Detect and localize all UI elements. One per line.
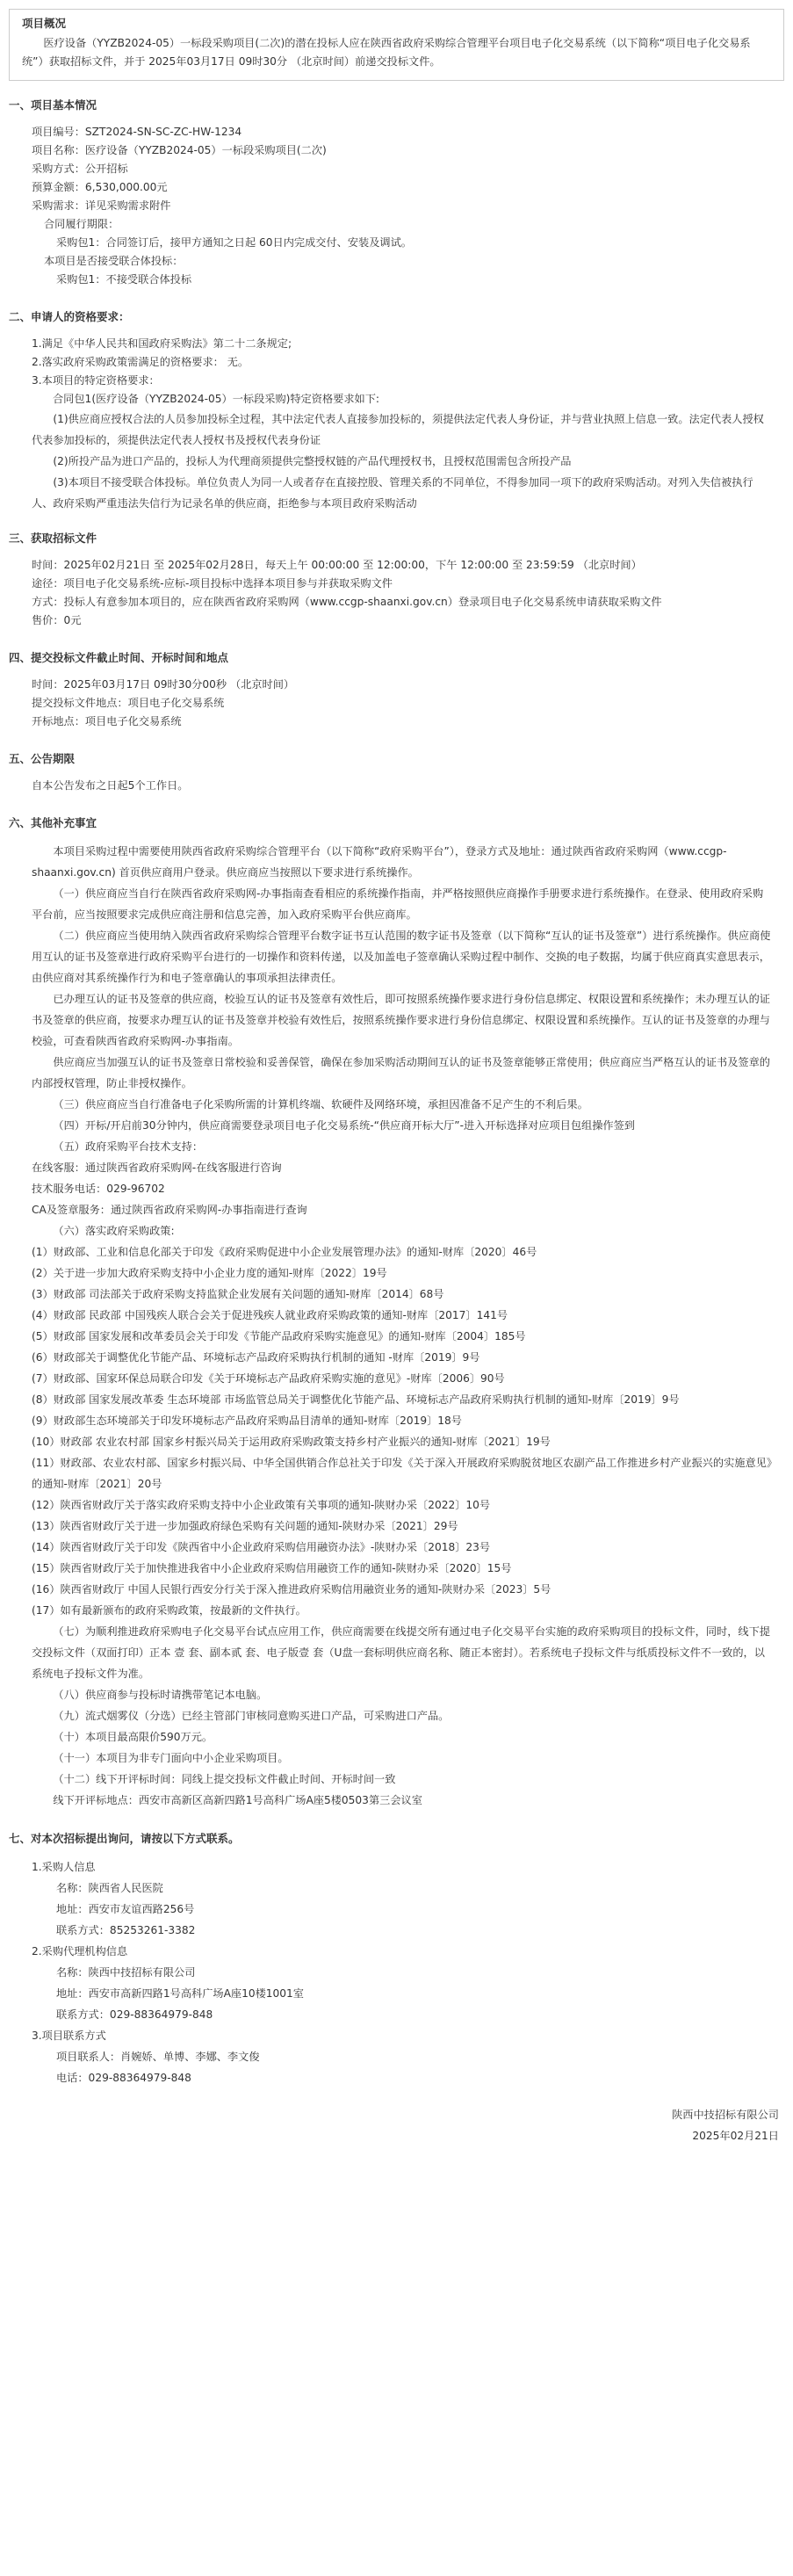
project-number: 项目编号：SZT2024-SN-SC-ZC-HW-1234 (32, 126, 242, 138)
section-1-content (32, 123, 772, 289)
procurement-requirements: 采购需求：详见采购需求附件 (32, 199, 171, 212)
policy-item: (16）陕西省财政厅 中国人民银行西安分行关于深入推进政府采购信用融资业务的通知-陕财办采〔2023〕5号 (32, 1583, 551, 1596)
policy-item: (10）财政部 农业农村部 国家乡村振兴局关于运用政府采购政策支持乡村产业振兴的通知-财库〔2021〕19号 (32, 1436, 551, 1448)
qualification-line: 2.落实政府采购政策需满足的资格要求： 无。 (32, 356, 249, 368)
section-6-content (32, 841, 772, 1811)
qualification-line: 3.本项目的特定资格要求： (32, 374, 160, 387)
project-name: 项目名称：医疗设备（YYZB2024-05）一标段采购项目(二次) (32, 144, 327, 156)
contract-period-line: 采购包1：合同签订后，接甲方通知之日起 60日内完成交付、安装及调试。 (56, 236, 412, 249)
signature-company: 陕西中技招标有限公司 (672, 2109, 779, 2121)
consortium-label: 本项目是否接受联合体投标： (44, 255, 184, 267)
section-5-title: 五、公告期限 (9, 752, 76, 765)
purchaser-name: 名称：陕西省人民医院 (56, 1882, 163, 1894)
submission-location: 提交投标文件地点：项目电子化交易系统 (32, 697, 225, 709)
purchaser-contact: 联系方式：85253261-3382 (56, 1924, 196, 1936)
section-1-title: 一、项目基本情况 (9, 98, 97, 112)
agency-contact: 联系方式：029-88364979-848 (56, 2008, 213, 2021)
policy-item: (12）陕西省财政厅关于落实政府采购支持中小企业政策有关事项的通知-陕财办采〔2022〕10号 (32, 1499, 491, 1511)
section-7-title: 七、对本次招标提出询问，请按以下方式联系。 (9, 1832, 240, 1845)
section-4-content (32, 676, 772, 731)
supplementary-intro: 本项目采购过程中需要使用陕西省政府采购综合管理平台（以下简称“政府采购平台”），登录方式及地址：通过陕西省政府采购网（www.ccgp-shaanxi.gov.cn) 首页供应商用户登录。供应商应当按照以下要求进行系统操作。 (32, 845, 727, 879)
policy-item: (2）关于进一步加大政府采购支持中小企业力度的通知-财库〔2022〕19号 (32, 1267, 387, 1279)
supplementary-item: （二）供应商应当使用纳入陕西省政府采购综合管理平台数字证书互认范围的数字证书及签章（以下简称“互认的证书及签章”）进行系统操作。供应商使用互认的证书及签章进行政府采购平台进行的一切操作和资料传递，以及加盖电子签章确认采购过程中制作、交换的电子数据，均属于供应商真实意思表示，由供应商对其系统操作行为和电子签章确认的事项承担法律责任。 (32, 930, 771, 984)
acquisition-method: 方式：投标人有意参加本项目的，应在陕西省政府采购网（www.ccgp-shaanxi.gov.cn）登录项目电子化交易系统申请获取采购文件 (32, 596, 662, 608)
policy-item: (7）财政部、国家环保总局联合印发《关于环境标志产品政府采购实施的意见》-财库〔2006〕90号 (32, 1372, 505, 1385)
overview-title: 项目概况 (22, 17, 67, 30)
section-6-title: 六、其他补充事宜 (9, 816, 97, 829)
section-4-title: 四、提交投标文件截止时间、开标时间和地点 (9, 651, 229, 664)
announcement-page (0, 9, 793, 2150)
policy-item: (8）财政部 国家发展改革委 生态环境部 市场监管总局关于调整优化节能产品、环境标志产品政府采购执行机制的通知-财库〔2019〕9号 (32, 1393, 680, 1406)
policy-item: (3）财政部 司法部关于政府采购支持监狱企业发展有关问题的通知-财库〔2014〕68号 (32, 1288, 444, 1300)
qualification-item: (2)所投产品为进口产品的，投标人为代理商须提供完整授权链的产品代理授权书，且授权范围需包含所投产品 (53, 455, 572, 467)
qualification-item: (1)供应商应授权合法的人员参加投标全过程，其中法定代表人直接参加投标的，须提供法定代表人身份证，并与营业执照上信息一致。法定代表人授权代表参加投标的，须提供法定代表人授权书及授权代表身份证 (32, 413, 764, 446)
section-3-content (32, 556, 772, 630)
announcement-period: 自本公告发布之日起5个工作日。 (32, 779, 189, 792)
supplementary-item: 供应商应当加强互认的证书及签章日常校验和妥善保管，确保在参加采购活动期间互认的证书及签章能够正常使用；供应商应当严格互认的证书及签章的内部授权管理，防止非授权操作。 (32, 1056, 770, 1089)
purchaser-title: 1.采购人信息 (32, 1861, 96, 1873)
support-line: 在线客服：通过陕西省政府采购网-在线客服进行咨询 (32, 1161, 282, 1174)
policy-item: (14）陕西省财政厅关于印发《陕西省中小企业政府采购信用融资办法》-陕财办采〔2018〕23号 (32, 1541, 491, 1553)
supplementary-item: （七）为顺利推进政府采购电子化交易平台试点应用工作，供应商需要在线提交所有通过电子化交易平台实施的政府采购项目的投标文件，同时，线下提交投标文件（双面打印）正本 壹 套、副本贰 套、电子版壹 套（U盘一套标明供应商名称、随正本密封）。若系统电子投标文件与纸质投标文件不一致的，以系统电子投标文件为准。 (32, 1625, 770, 1680)
policy-item: (15）陕西省财政厅关于加快推进我省中小企业政府采购信用融资工作的通知-陕财办采〔2020〕15号 (32, 1562, 512, 1574)
project-contact-person: 项目联系人：肖婉娇、单博、李娜、李文俊 (56, 2051, 260, 2063)
acquisition-time: 时间：2025年02月21日 至 2025年02月28日，每天上午 00:00:00 至 12:00:00，下午 12:00:00 至 23:59:59 （北京时间） (32, 559, 642, 571)
policy-item: (6）财政部关于调整优化节能产品、环境标志产品政府采购执行机制的通知 -财库〔2019〕9号 (32, 1351, 480, 1364)
agency-name: 名称：陕西中技招标有限公司 (56, 1966, 196, 1979)
project-overview-box (9, 9, 784, 81)
signature-date: 2025年02月21日 (692, 2130, 779, 2142)
deadline-time: 时间：2025年03月17日 09时30分00秒 （北京时间） (32, 678, 295, 691)
qualification-item: (3)本项目不接受联合体投标。单位负责人为同一人或者存在直接控股、管理关系的不同单位，不得参加同一项下的政府采购活动。对列入失信被执行人、政府采购严重违法失信行为记录名单的供应商，拒绝参与本项目政府采购活动 (32, 476, 753, 510)
supplementary-item: （九）流式烟雾仪（分选）已经主管部门审核同意购买进口产品，可采购进口产品。 (53, 1710, 450, 1722)
qualification-line: 1.满足《中华人民共和国政府采购法》第二十二条规定; (32, 337, 292, 350)
supplementary-item: （五）政府采购平台技术支持： (53, 1140, 204, 1153)
supplementary-item: （四）开标/开启前30分钟内，供应商需要登录项目电子化交易系统-“供应商开标大厅”-进入开标选择对应项目包组操作签到 (53, 1119, 635, 1132)
project-contact-phone: 电话：029-88364979-848 (56, 2072, 191, 2084)
supplementary-item: 已办理互认的证书及签章的供应商，校验互认的证书及签章有效性后，即可按照系统操作要求进行身份信息绑定、权限设置和系统操作；未办理互认的证书及签章的供应商，按要求办理互认的证书及签章并校验有效性后，按照系统操作要求进行身份信息绑定、权限设置和系统操作。互认的证书及签章的办理与校验，可查看陕西省政府采购网-办事指南。 (32, 993, 770, 1047)
purchaser-address: 地址：西安市友谊西路256号 (56, 1903, 195, 1915)
project-contact-title: 3.项目联系方式 (32, 2030, 106, 2042)
supplementary-item: （一）供应商应当自行在陕西省政府采购网-办事指南查看相应的系统操作指南，并严格按照供应商操作手册要求进行系统操作。在登录、使用政府采购平台前，应当按照要求完成供应商注册和信息完善，加入政府采购平台供应商库。 (32, 887, 764, 921)
procurement-method: 采购方式：公开招标 (32, 163, 128, 175)
agency-title: 2.采购代理机构信息 (32, 1945, 128, 1957)
section-5-content (32, 777, 772, 795)
policy-item: (11）财政部、农业农村部、国家乡村振兴局、中华全国供销合作总社关于印发《关于深入开展政府采购脱贫地区农副产品工作推进乡村产业振兴的实施意见》的通知-财库〔2021〕20号 (32, 1457, 772, 1490)
policy-item: (9）财政部生态环境部关于印发环境标志产品政府采购品目清单的通知-财库〔2019〕18号 (32, 1415, 462, 1427)
budget-amount: 预算金额：6,530,000.00元 (32, 181, 168, 193)
supplementary-item: （十二）线下开评标时间：同线上提交投标文件截止时间、开标时间一致 (53, 1773, 396, 1785)
consortium-line: 采购包1：不接受联合体投标 (56, 273, 192, 286)
supplementary-item: （十）本项目最高限价590万元。 (53, 1731, 213, 1743)
policy-title: （六）落实政府采购政策: (53, 1225, 175, 1237)
agency-address: 地址：西安市高新四路1号高科广场A座10楼1001室 (56, 1987, 304, 2000)
section-7-content (32, 1856, 772, 2088)
support-line: 技术服务电话：029-96702 (32, 1183, 165, 1195)
support-line: CA及签章服务：通过陕西省政府采购网-办事指南进行查询 (32, 1204, 307, 1216)
overview-text: 医疗设备（YYZB2024-05）一标段采购项目(二次)的潜在投标人应在陕西省政府采购综合管理平台项目电子化交易系统（以下简称“项目电子化交易系统”）获取招标文件，并于 2025年03月17日 09时30分 （北京时间）前递交投标文件。 (22, 37, 751, 68)
policy-item: (13）陕西省财政厅关于进一步加强政府绿色采购有关问题的通知-陕财办采〔2021〕29号 (32, 1520, 458, 1532)
supplementary-item: （三）供应商应当自行准备电子化采购所需的计算机终端、软硬件及网络环境，承担因准备不足产生的不利后果。 (53, 1098, 588, 1111)
policy-item: (4）财政部 民政部 中国残疾人联合会关于促进残疾人就业政府采购政策的通知-财库〔2017〕141号 (32, 1309, 508, 1321)
contract-period-label: 合同履行期限： (44, 218, 119, 230)
acquisition-channel: 途径：项目电子化交易系统-应标-项目投标中选择本项目参与并获取采购文件 (32, 577, 393, 590)
section-2-title: 二、申请人的资格要求： (9, 310, 130, 323)
policy-item: (5）财政部 国家发展和改革委员会关于印发《节能产品政府采购实施意见》的通知-财库〔2004〕185号 (32, 1330, 526, 1342)
offline-opening-place: 线下开评标地点：西安市高新区高新四路1号高科广场A座5楼0503第三会议室 (53, 1794, 422, 1806)
section-3-title: 三、获取招标文件 (9, 532, 97, 545)
package-qualification-line: 合同包1(医疗设备（YYZB2024-05）一标段采购)特定资格要求如下: (53, 393, 380, 405)
section-2-content (32, 335, 772, 514)
supplementary-item: （十一）本项目为非专门面向中小企业采购项目。 (53, 1752, 289, 1764)
opening-location: 开标地点：项目电子化交易系统 (32, 715, 182, 727)
document-price: 售价：0元 (32, 614, 82, 626)
policy-item: (17）如有最新颁布的政府采购政策，按最新的文件执行。 (32, 1604, 306, 1617)
supplementary-item: （八）供应商参与投标时请携带笔记本电脑。 (53, 1689, 268, 1701)
policy-item: (1）财政部、工业和信息化部关于印发《政府采购促进中小企业发展管理办法》的通知-财库〔2020〕46号 (32, 1246, 537, 1258)
